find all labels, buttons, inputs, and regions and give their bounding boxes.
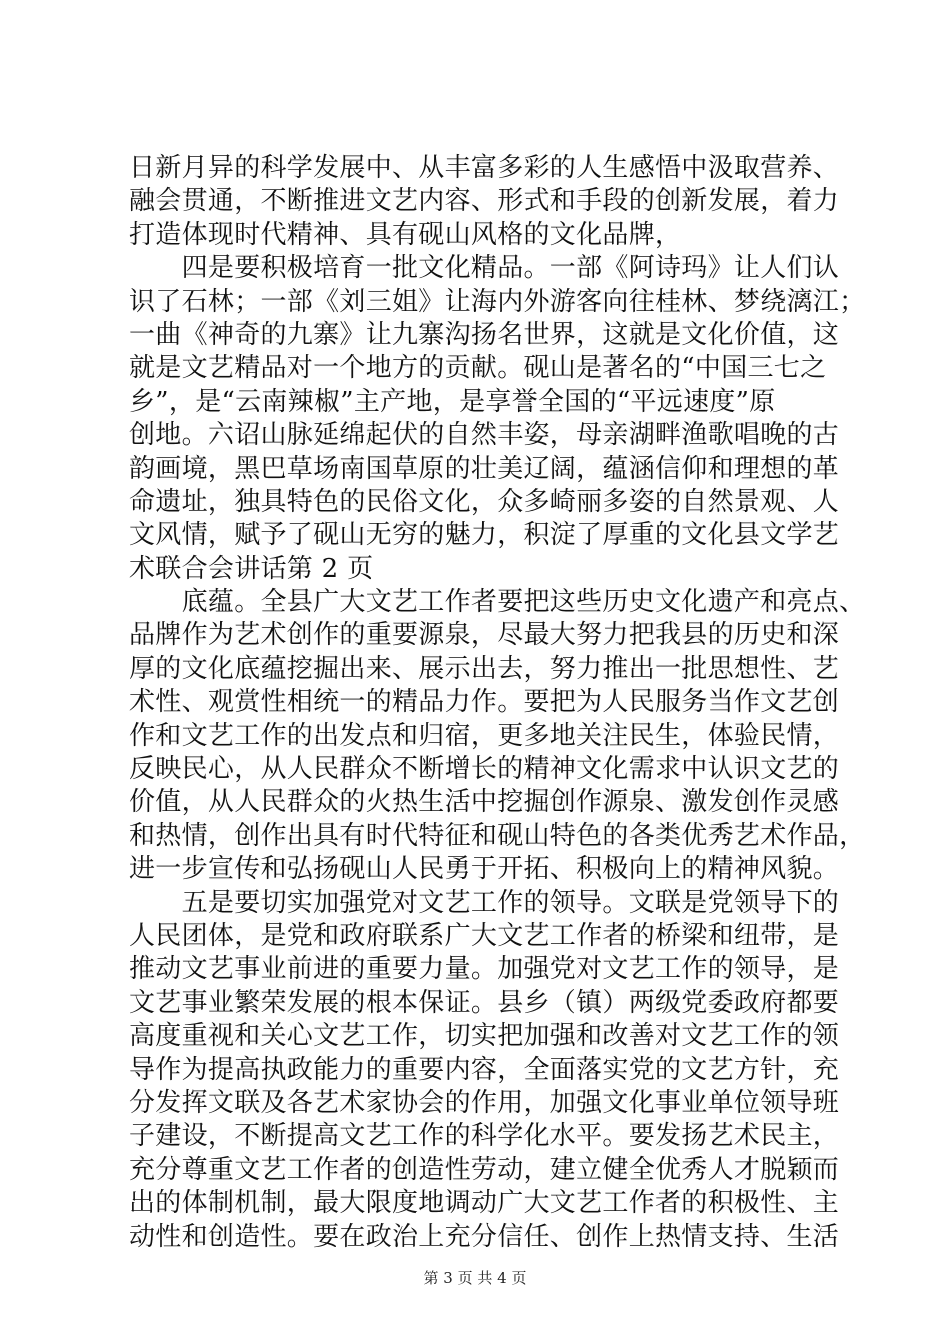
document-body bbox=[129, 152, 866, 1254]
text-line: 人民团体，是党和政府联系广大文艺工作者的桥梁和纽带，是 bbox=[129, 920, 840, 951]
text-line: 韵画境，黑巴草场南国草原的壮美辽阔，蕴涵信仰和理想的革 bbox=[129, 453, 840, 484]
text-line: 融会贯通，不断推进文艺内容、形式和手段的创新发展，着力 bbox=[129, 186, 840, 217]
text-line: 品牌作为艺术创作的重要源泉，尽最大努力把我县的历史和深 bbox=[129, 620, 840, 651]
text-line: 进一步宣传和弘扬砚山人民勇于开拓、积极向上的精神风貌。 bbox=[129, 854, 840, 885]
text-line: 和热情，创作出具有时代特征和砚山特色的各类优秀艺术作品， bbox=[129, 820, 866, 851]
text-line: 文艺事业繁荣发展的根本保证。县乡（镇）两级党委政府都要 bbox=[129, 987, 840, 1018]
text-line: 推动文艺事业前进的重要力量。加强党对文艺工作的领导，是 bbox=[129, 954, 840, 985]
text-line: 出的体制机制，最大限度地调动广大文艺工作者的积极性、主 bbox=[129, 1188, 840, 1219]
text-line: 创地。六诏山脉延绵起伏的自然丰姿，母亲湖畔渔歌唱晚的古 bbox=[129, 420, 840, 451]
text-line: 价值，从人民群众的火热生活中挖掘创作源泉、激发创作灵感 bbox=[129, 787, 840, 818]
text-line: 导作为提高执政能力的重要内容，全面落实党的文艺方针，充 bbox=[129, 1054, 840, 1085]
text-line: 厚的文化底蕴挖掘出来、展示出去，努力推出一批思想性、艺 bbox=[129, 653, 840, 684]
text-line: 命遗址，独具特色的民俗文化，众多崎丽多姿的自然景观、人 bbox=[129, 486, 840, 517]
text-line: 日新月异的科学发展中、从丰富多彩的人生感悟中汲取营养、 bbox=[129, 153, 840, 183]
text-line: 四是要积极培育一批文化精品。一部《阿诗玛》让人们认 bbox=[129, 253, 840, 284]
text-line: 一曲《神奇的九寨》让九寨沟扬名世界，这就是文化价值，这 bbox=[129, 319, 840, 350]
text-line: 就是文艺精品对一个地方的贡献。砚山是著名的“中国三七之 bbox=[129, 353, 827, 384]
text-line: 乡”，是“云南辣椒”主产地，是享誉全国的“平远速度”原 bbox=[129, 386, 776, 417]
text-line: 高度重视和关心文艺工作，切实把加强和改善对文艺工作的领 bbox=[129, 1021, 840, 1052]
text-line: 动性和创造性。要在政治上充分信任、创作上热情支持、生活 bbox=[129, 1221, 840, 1252]
text-line: 分发挥文联及各艺术家协会的作用，加强文化事业单位领导班 bbox=[129, 1087, 840, 1118]
text-line: 文风情，赋予了砚山无穷的魅力，积淀了厚重的文化县文学艺 bbox=[129, 520, 840, 551]
text-line: 子建设，不断提高文艺工作的科学化水平。要发扬艺术民主， bbox=[129, 1121, 840, 1152]
text-line: 识了石林；一部《刘三姐》让海内外游客向往桂林、梦绕漓江； bbox=[129, 286, 866, 317]
text-line: 底蕴。全县广大文艺工作者要把这些历史文化遗产和亮点、 bbox=[129, 587, 866, 618]
page-footer: 第 3 页 共 4 页 bbox=[423, 1269, 527, 1287]
text-line: 作和文艺工作的出发点和归宿，更多地关注民生，体验民情， bbox=[129, 720, 840, 751]
text-line: 术联合会讲话第 2 页 bbox=[129, 553, 374, 584]
text-line: 充分尊重文艺工作者的创造性劳动，建立健全优秀人才脱颖而 bbox=[129, 1154, 840, 1185]
text-line: 术性、观赏性相统一的精品力作。要把为人民服务当作文艺创 bbox=[129, 687, 840, 718]
text-line: 打造体现时代精神、具有砚山风格的文化品牌， bbox=[129, 219, 682, 250]
text-line: 反映民心，从人民群众不断增长的精神文化需求中认识文艺的 bbox=[129, 754, 840, 785]
text-line: 五是要切实加强党对文艺工作的领导。文联是党领导下的 bbox=[129, 887, 840, 918]
